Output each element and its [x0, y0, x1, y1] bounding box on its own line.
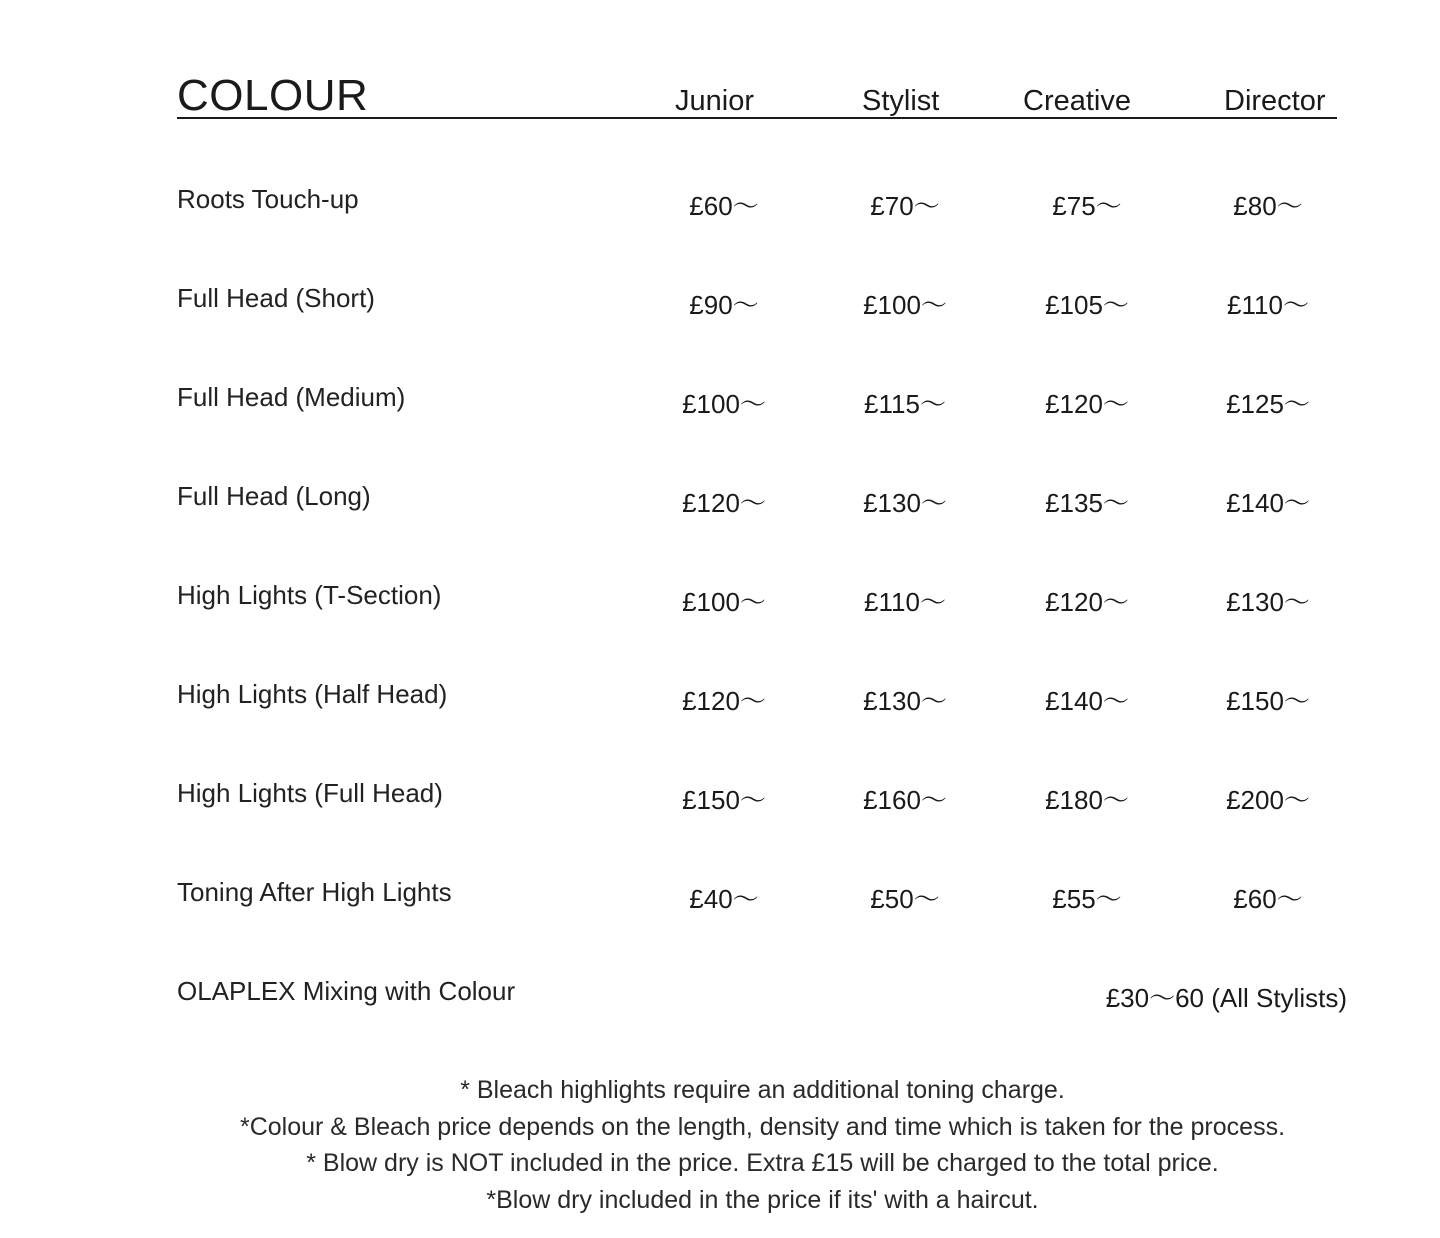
price-creative: £105～ [1045, 290, 1129, 320]
column-header-stylist: Stylist [862, 85, 940, 117]
price-director: £80～ [1233, 191, 1303, 221]
service-label: Full Head (Short) [177, 283, 375, 313]
price-creative: £75～ [1052, 191, 1122, 221]
price-table [177, 175, 1357, 1066]
price-table-header [177, 70, 1337, 120]
price-creative: £140～ [1045, 686, 1129, 716]
table-row [177, 175, 1357, 274]
price-creative: £120～ [1045, 389, 1129, 419]
price-stylist: £70～ [870, 191, 940, 221]
price-junior: £100～ [682, 389, 766, 419]
price-creative: £55～ [1052, 884, 1122, 914]
price-director: £130～ [1226, 587, 1310, 617]
price-creative: £120～ [1045, 587, 1129, 617]
footnote: * Blow dry is NOT included in the price. Extra £15 will be charged to the total price. [306, 1149, 1219, 1177]
service-label: High Lights (Full Head) [177, 778, 443, 808]
table-row [177, 670, 1357, 769]
price-junior: £40～ [689, 884, 759, 914]
column-header-director: Director [1224, 85, 1326, 117]
price-director: £140～ [1226, 488, 1310, 518]
price-creative: £135～ [1045, 488, 1129, 518]
price-stylist: £110～ [864, 587, 946, 617]
price-director: £110～ [1227, 290, 1309, 320]
service-label: Full Head (Medium) [177, 382, 406, 412]
price-director: £60～ [1233, 884, 1303, 914]
column-header-junior: Junior [675, 85, 754, 117]
price-stylist: £160～ [863, 785, 947, 815]
table-row [177, 868, 1357, 967]
column-header-creative: Creative [1023, 85, 1131, 117]
page-title: COLOUR [177, 71, 369, 120]
table-row [177, 373, 1357, 472]
olaplex-price: £30～60 (All Stylists) [1105, 983, 1347, 1013]
footnote: *Colour & Bleach price depends on the length, density and time which is taken for the process. [239, 1112, 1286, 1141]
price-director: £200～ [1226, 785, 1310, 815]
service-label: High Lights (Half Head) [177, 679, 448, 709]
service-label: OLAPLEX Mixing with Colour [177, 976, 516, 1006]
price-director: £125～ [1226, 389, 1310, 419]
footnote: *Blow dry included in the price if its' with a haircut. [486, 1185, 1039, 1214]
price-stylist: £115～ [864, 389, 946, 419]
price-junior: £120～ [682, 686, 766, 716]
price-director: £150～ [1226, 686, 1310, 716]
price-stylist: £130～ [863, 686, 947, 716]
table-row [177, 571, 1357, 670]
price-junior: £90～ [689, 290, 759, 320]
table-row [177, 472, 1357, 571]
service-label: High Lights (T-Section) [177, 580, 442, 610]
price-stylist: £130～ [863, 488, 947, 518]
price-stylist: £50～ [870, 884, 940, 914]
footnotes [0, 1072, 1440, 1218]
table-row [177, 769, 1357, 868]
price-stylist: £100～ [863, 290, 947, 320]
header-divider [177, 117, 1337, 119]
service-label: Full Head (Long) [177, 481, 371, 511]
price-junior: £150～ [682, 785, 766, 815]
olaplex-row [177, 967, 1357, 1066]
price-junior: £60～ [689, 191, 759, 221]
service-label: Toning After High Lights [177, 877, 452, 907]
service-label: Roots Touch-up [177, 184, 359, 214]
table-row [177, 274, 1357, 373]
price-junior: £120～ [682, 488, 766, 518]
footnote: * Bleach highlights require an additional toning charge. [460, 1076, 1065, 1104]
price-junior: £100～ [682, 587, 766, 617]
price-creative: £180～ [1045, 785, 1129, 815]
